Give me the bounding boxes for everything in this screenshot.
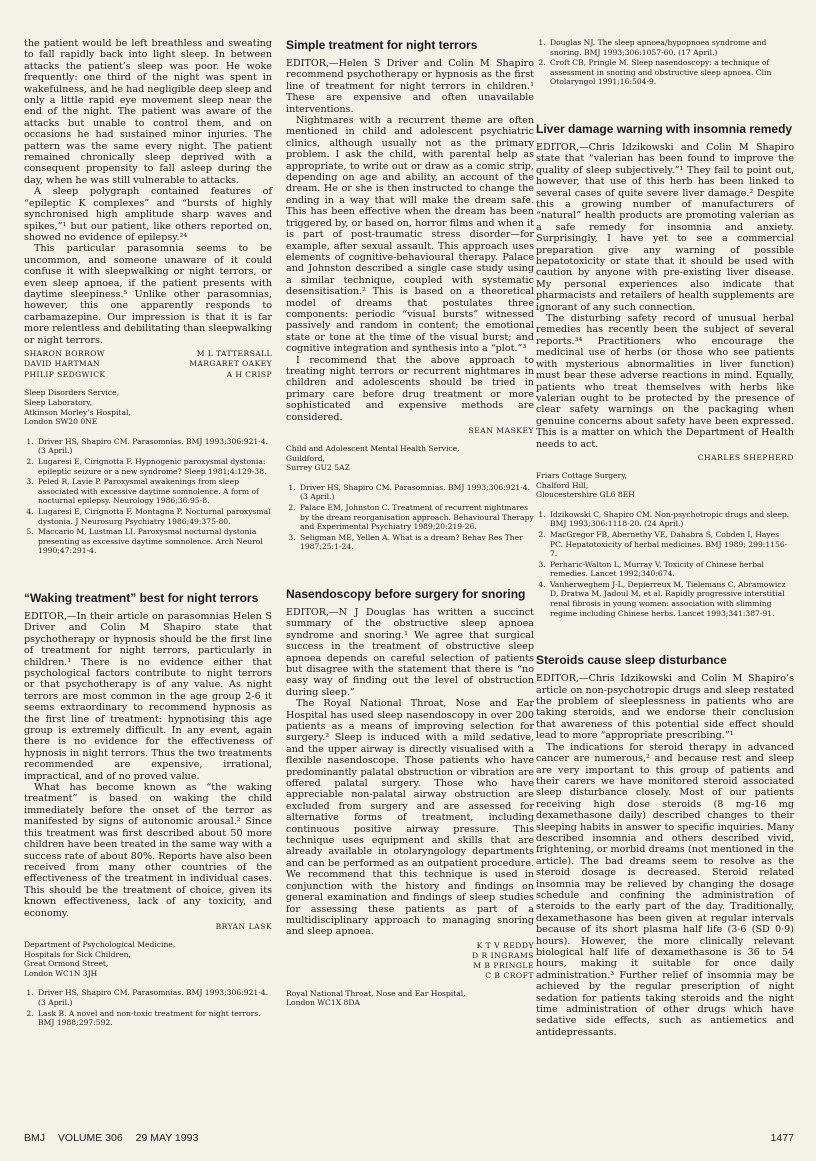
paragraph: The Royal National Throat, Nose and Ear Hospital has used sleep nasendoscopy in over 200 patients as a means of improving selection for surgery.² Sleep is induced with a mild sedative, and the upper airway is directly visualised with a flexible nasendoscope. Those patients who have predominantly palatal obstruction or vibration are offered palatal surgery. Those who have appreciable non-palatal airway obstruction are excluded from surgery and are assessed for alternative forms of treatment, including continuous positive airway pressure. This technique uses equipment and skills that are already available in otolaryngology departments and can be performed as an outpatient procedure. We recommend that this technique is used in conjunction with the history and findings on general examination and findings of sleep studies for assessing these patients as part of a multidisciplinary approach to managing snoring and sleep apnoea. (286, 698, 534, 938)
address-line: Hospitals for Sick Children, (24, 949, 131, 959)
reference-item: 3. Peled R, Lavie P. Paroxysmal awakenings from sleep associated with excessive daytime somnolence. A form of nocturnal epilepsy. Neurology 1986;36:95-8. (36, 477, 272, 506)
author-name: PHILIP SEDGWICK (24, 369, 106, 379)
author-name: K T V REDDY (476, 940, 534, 950)
author-name: M L TATTERSALL (196, 348, 272, 358)
author-name: BRYAN LASK (215, 921, 272, 931)
author-name: MARGARET OAKEY (189, 359, 272, 369)
reference-list (24, 988, 272, 1027)
author-name: CHARLES SHEPHERD (697, 452, 794, 462)
reference-item: 2. Croft CB, Pringle M. Sleep nasendoscopy: a technique of assessment in snoring and obstructive sleep apnoea. Clin Otolaryngol 1991;16:504-9. (548, 58, 794, 87)
paragraph: A sleep polygraph contained features of “epileptic K complexes” and “bursts of highly synchronised high amplitude sharp waves and spikes,”¹ but our patient, like others reported on, showed no evidence of epilepsy.²⁴ (24, 186, 272, 243)
paragraph: The disturbing safety record of unusual herbal remedies has recently been the subject of several reports.³⁴ Practitioners who encourage the medicinal use of herbs (or those who see patients with mysterious abnormalities in liver function) must bear these adverse reactions in mind. Equally, patients who treat themselves with herbs like valerian ought to be protected by the presence of clear safety warnings on the packaging when genuine concerns about safety have been expressed. This is a matter on which the Department of Health needs to act. (536, 313, 794, 450)
letter-title: Nasendoscopy before surgery for snoring (286, 586, 526, 601)
reference-item: 2. Palace EM, Johnston C. Treatment of recurrent nightmares by the dream reorganisation approach. Behavioural Therapy and Experimental Psychiatry 1989;20:219-26. (298, 503, 534, 532)
affiliation-address (536, 471, 794, 500)
author-name: SEAN MASKEY (468, 426, 534, 435)
journal-volume: VOLUME 306 (57, 1132, 123, 1144)
affiliation-address (286, 989, 534, 1008)
letter-title: Simple treatment for night terrors (286, 38, 478, 52)
address-line: London WC1N 3JH (24, 968, 98, 978)
author-name: A H CRISP (226, 369, 272, 379)
reference-item: 5. Maccario M, Lustman LI. Paroxysmal nocturnal dystonia presenting as excessive daytime somnolence. Arch Neurol 1990;47:291-4. (36, 527, 272, 556)
reference-item: 1. Driver HS, Shapiro CM. Parasomnias. BMJ 1993;306:921-4. (3 April.) (36, 437, 272, 456)
address-line: Sleep Laboratory, (24, 398, 93, 408)
reference-item: 1. Driver HS, Shapiro CM. Parasomnias. BMJ 1993;306:921-4. (3 April.) (298, 483, 534, 502)
address-line: London SW20 0NE (24, 417, 98, 427)
address-line: Child and Adolescent Mental Health Service, (286, 444, 460, 453)
paragraph: Nightmares with a recurrent theme are often mentioned in child and adolescent psychiatric clinics, although usually not as the primary problem. I ask the child, with parental help as appropriate, to write out or draw as a comic strip, depending on age and ability, an account of the dream. He or she is then instructed to change the ending in a way that will make the dream safe. This has been effective when the dream has been triggered by, or based on, horror films and when it is part of post-traumatic stress disorder—for example, after sexual assault. This approach uses elements of cognitive-behavioural therapy. Palace and Johnston described a single case study using a similar technique, coupled with systematic desensitisation.² This is based on a theoretical model of dreams that postulates three components: periodic “visual bursts” witnessed passively and random in content; the emotional state or tone at the time of the visual burst; and cognitive integration and synthesis into a “plot.”³ (286, 115, 534, 355)
address-line: Great Ormond Street, (24, 959, 109, 969)
paragraph: EDITOR,—Chris Idzikowski and Colin M Shapiro’s article on non-psychotropic drugs and sleep restated the problem of sleeplessness in patients who are taking steroids, and we endorse their conclusion that awareness of this potential side effect should lead to more “appropriate prescribing.”¹ (536, 673, 794, 742)
paragraph: EDITOR,—Helen S Driver and Colin M Shapiro recommend psychotherapy or hypnosis as the first line of treatment for night terrors in children.¹ These are expensive and often unavailable interventions. (286, 58, 534, 115)
journal-name: BMJ (24, 1132, 45, 1144)
affiliation-address (286, 444, 534, 473)
reference-list (24, 437, 272, 556)
reference-item: 1. Douglas NJ. The sleep apnoea/hypopnoea syndrome and snoring. BMJ 1993;306:1057-60. (17 April.) (548, 38, 794, 57)
reference-item: 4. Vanherweghem J-L, Depierreux M, Tielemans C, Abramowicz D, Dratwa M, Jadoul M, et al. Rapidly progressive interstitial renal fibrosis in young women: association with slimming regime including Chinese herbs. Lancet 1993;341:387-91. (548, 580, 794, 618)
reference-item: 2. Lugaresi E, Cirignotta F. Hypnogenic paroxysmal dystonia: epileptic seizure or a new syndrome? Sleep 1981;4:129-38. (36, 457, 272, 476)
page-number: 1477 (770, 1132, 794, 1144)
address-line: Department of Psychological Medicine, (24, 939, 176, 949)
affiliation-address (24, 940, 272, 978)
letter-title: Steroids cause sleep disturbance (536, 653, 727, 668)
paragraph: EDITOR,—N J Douglas has written a succinct summary of the obstructive sleep apnoea syndrome and snoring.¹ We agree that surgical success in the treatment of obstructive sleep apnoea depends on careful selection of patients but disagree with the statement that there is “no easy way of finding out the level of obstruction during sleep.” (286, 606, 534, 698)
page-footer (24, 1132, 794, 1144)
address-line: Friars Cottage Surgery, (536, 470, 627, 480)
journal-info (24, 1132, 208, 1144)
column-3 (536, 38, 794, 1038)
paragraph: The indications for steroid therapy in advanced cancer are numerous,² and because rest and sleep are very important to this group of patients and their carers we have monitored steroid associated sleep disturbance closely. Most of our patients receiving high dose steroids (8 mg-16 mg dexamethasone daily) described changes to their sleeping habits in answer to specific inquiries. Many described insomnia and others described vivid, frightening, or morbid dreams (not mentioned in the article). The bad dreams seem to resolve as the steroid dosage is decreased. Steroid related insomnia may be relieved by changing the dosage schedule and confining the administration of steroids to the early part of the day. Traditionally, dexamethasone has been given at regular intervals because of its short plasma half life (3·6 (SD 0·9) hours). However, the more clinically relevant biological half life of dexamethasone is 36 to 54 hours, making it suitable for once daily administration.³ Further relief of insomnia may be achieved by the regular prescription of night sedation for patients taking steroids and the night time administration of other drugs which have sedative side effects, such as antiemetics and antidepressants. (536, 741, 794, 1038)
issue-date: 29 MAY 1993 (135, 1132, 199, 1144)
paragraph: What has become known as “the waking treatment” is based on waking the child immediately before the onset of the terror as manifested by signs of autonomic arousal.² Since this treatment was first described about 50 more children have been treated in the same way with a success rate of about 80%. Reports have also been received from many other countries of the effectiveness of the treatment in individual cases. This should be the treatment of choice, given its known effectiveness, lack of any toxicity, and economy. (24, 782, 272, 919)
author-name: DAVID HARTMAN (24, 359, 101, 369)
paragraph: EDITOR,—In their article on parasomnias Helen S Driver and Colin M Shapiro state that psychotherapy or hypnosis should be the first line of treatment for night terrors, particularly in children.¹ There is no evidence either that psychological factors contribute to night terrors or that psychotherapy is of any value. As night terrors are most common in the age group 2-6 it seems extraordinary to recommend hypnosis as the first line of treatment: hypnotising this age group is extremely difficult. In any event, again there is no evidence for the effectiveness of hypnosis in night terrors. Thus the two treatments recommended are expensive, irrational, impractical, and of no proved value. (24, 610, 272, 782)
reference-list (536, 38, 794, 87)
address-line: London WC1X 8DA (286, 998, 360, 1008)
reference-item: 1. Idzikowski C, Shapiro CM. Non-psychotropic drugs and sleep. BMJ 1993;306:1118-20. (24 April.) (548, 510, 794, 529)
address-line: Surrey GU2 5AZ (286, 463, 350, 473)
reference-item: 3. Seligman ME, Yellen A. What is a dream? Behav Res Ther 1987;25:1-24. (298, 533, 534, 552)
paragraph: the patient would be left breathless and sweating to fall rapidly back into light sleep. In between attacks the patient’s sleep was poor. He woke frequently: one third of the night was spent in wakefulness, and he had negligible deep sleep and only a little rapid eye movement sleep near the end of the night. The patient was aware of the attacks but unable to control them, and on occasions he had sustained minor injuries. The pattern was the same every night. The patient remained chronically sleep deprived with a consequent propensity to fall asleep during the day, when he was still vulnerable to attacks. (24, 38, 272, 186)
author-name: M B PRINGLE (473, 960, 534, 970)
signature-block (24, 349, 272, 381)
paragraph: This particular parasomnia seems to be uncommon, and someone unaware of it could confuse it with sleepwalking or night terrors, or even sleep apnoea, if the patient presents with daytime sleepiness.⁵ Unlike other parasomnias, however, this one apparently responds to carbamazepine. Our impression is that it is far more relentless and debilitating than sleepwalking or night terrors. (24, 243, 272, 346)
column-2 (286, 38, 534, 1008)
address-line: Atkinson Morley’s Hospital, (24, 407, 131, 417)
reference-item: 1. Driver HS, Shapiro CM. Parasomnias. BMJ 1993;306:921-4. (3 April.) (36, 988, 272, 1007)
paragraph: EDITOR,—Chris Idzikowski and Colin M Shapiro state that “valerian has been found to improve the quality of sleep subjectively.”¹ They fail to point out, however, that use of this herb has been linked to several cases of quite severe liver damage.² Despite this a growing number of manufacturers of “natural” health products are promoting valerian as a safe remedy for insomnia and anxiety. Surprisingly, I have yet to see a commercial preparation give any warning of possible hepatotoxicity or state that it should be used with caution by anyone with pre-existing liver disease. My personal experiences also indicate that pharmacists and retailers of health supplements are ignorant of any such connection. (536, 141, 794, 313)
address-line: Gloucestershire GL6 8EH (536, 490, 635, 500)
address-line: Sleep Disorders Service, (24, 388, 120, 398)
reference-list (536, 510, 794, 619)
author-name: SHARON BORROW (24, 348, 105, 358)
reference-item: 2. Lask B. A novel and non-toxic treatment for night terrors. BMJ 1988;297:592. (36, 1009, 272, 1028)
paragraph: I recommend that the above approach to treating night terrors or recurrent nightmares in children and adolescents should be tried in primary care before drug treatment or more sophisticated and expensive methods are considered. (286, 354, 534, 423)
reference-item: 4. Lugaresi E, Cirignotta F, Montagna P. Nocturnal paroxysmal dystonia. J Neurosurg Psychiatry 1986;49:375-80. (36, 507, 272, 526)
reference-item: 3. Perharic-Walton L, Murray V. Toxicity of Chinese herbal remedies. Lancet 1992;340:674. (548, 560, 794, 579)
author-name: D R INGRAMS (471, 950, 534, 960)
reference-list (286, 483, 534, 552)
author-name: C B CROFT (485, 970, 534, 980)
letter-title: “Waking treatment” best for night terrors (24, 590, 259, 605)
address-line: Chalford Hill, (536, 480, 589, 490)
affiliation-address (24, 388, 272, 426)
address-line: Royal National Throat, Nose and Ear Hospital, (286, 988, 466, 998)
signature-block (286, 941, 534, 981)
column-1 (24, 38, 272, 1029)
letter-title: Liver damage warning with insomnia remedy (536, 121, 793, 136)
address-line: Guildford, (286, 453, 325, 463)
reference-item: 2. MacGregor FB, Abernethy VE, Dahabra S, Cobden I, Hayes PC. Hepatotoxicity of herbal medicines. BMJ 1989; 299:1156-7. (548, 530, 794, 559)
